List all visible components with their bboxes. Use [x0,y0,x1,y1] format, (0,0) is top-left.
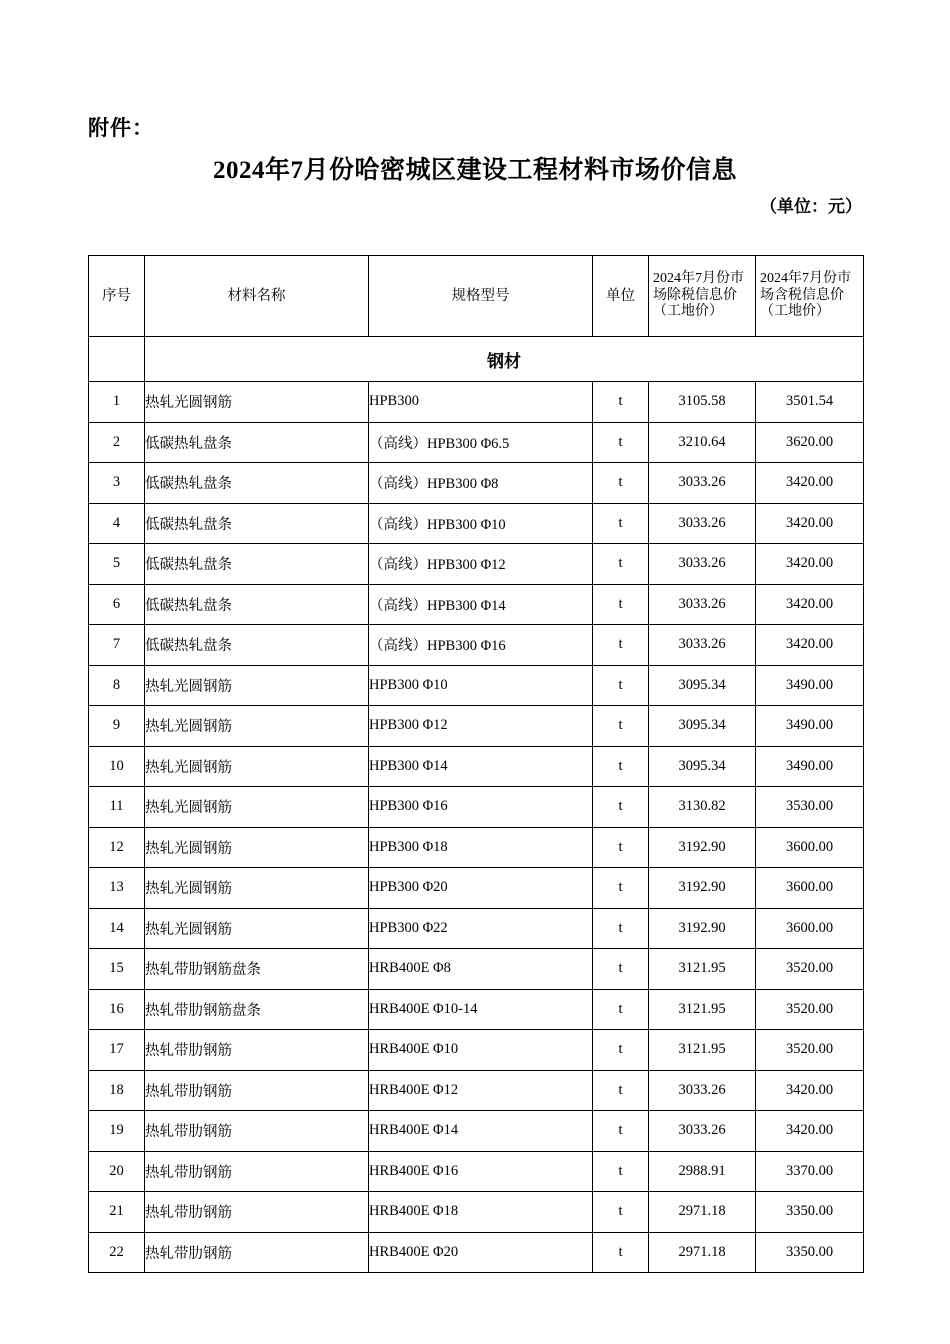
cell-spec: HRB400E Φ10 [369,1030,593,1071]
section-title: 钢材 [145,337,864,382]
cell-no: 17 [89,1030,145,1071]
cell-unit: t [593,989,649,1030]
cell-no: 18 [89,1070,145,1111]
table-row [89,706,864,747]
table-row [89,1030,864,1071]
cell-name: 热轧光圆钢筋 [145,827,369,868]
cell-name: 低碳热轧盘条 [145,584,369,625]
cell-unit: t [593,787,649,828]
cell-unit: t [593,949,649,990]
column-header-name: 材料名称 [145,256,369,337]
table-row [89,1111,864,1152]
cell-price-incl: 3420.00 [756,1070,864,1111]
cell-price-incl: 3600.00 [756,868,864,909]
cell-no: 22 [89,1232,145,1273]
cell-price-incl: 3420.00 [756,463,864,504]
cell-price-excl: 3033.26 [649,503,756,544]
cell-unit: t [593,706,649,747]
cell-name: 热轧带肋钢筋 [145,1111,369,1152]
cell-spec: HRB400E Φ16 [369,1151,593,1192]
cell-price-incl: 3490.00 [756,706,864,747]
cell-name: 热轧带肋钢筋盘条 [145,989,369,1030]
table-row [89,746,864,787]
column-header-no: 序号 [89,256,145,337]
cell-no: 16 [89,989,145,1030]
cell-unit: t [593,625,649,666]
cell-name: 热轧光圆钢筋 [145,706,369,747]
cell-price-incl: 3350.00 [756,1232,864,1273]
cell-price-excl: 3033.26 [649,1070,756,1111]
cell-name: 热轧带肋钢筋 [145,1232,369,1273]
cell-price-excl: 3033.26 [649,584,756,625]
cell-price-incl: 3420.00 [756,584,864,625]
column-header-unit: 单位 [593,256,649,337]
cell-price-excl: 3033.26 [649,544,756,585]
column-header-price-incl-tax: 2024年7月份市场含税信息价（工地价） [756,256,864,337]
attachment-label: 附件： [88,116,154,140]
cell-price-excl: 3121.95 [649,949,756,990]
cell-spec: HRB400E Φ18 [369,1192,593,1233]
cell-name: 低碳热轧盘条 [145,463,369,504]
cell-no: 20 [89,1151,145,1192]
column-header-price-excl-tax: 2024年7月份市场除税信息价（工地价） [649,256,756,337]
table-row [89,625,864,666]
cell-spec: HPB300 Φ16 [369,787,593,828]
cell-unit: t [593,665,649,706]
cell-price-excl: 3095.34 [649,746,756,787]
cell-unit: t [593,382,649,423]
cell-price-incl: 3520.00 [756,989,864,1030]
cell-price-excl: 3210.64 [649,422,756,463]
cell-name: 低碳热轧盘条 [145,544,369,585]
section-row-blank [89,337,145,382]
table-row [89,1151,864,1192]
cell-no: 5 [89,544,145,585]
column-header-spec: 规格型号 [369,256,593,337]
table-row [89,503,864,544]
cell-no: 9 [89,706,145,747]
cell-unit: t [593,746,649,787]
table-row [89,1192,864,1233]
cell-name: 热轧带肋钢筋 [145,1192,369,1233]
cell-spec: （高线）HPB300 Φ6.5 [369,422,593,463]
cell-spec: （高线）HPB300 Φ8 [369,463,593,504]
table-row [89,422,864,463]
table-body [89,337,864,1273]
cell-unit: t [593,422,649,463]
cell-name: 热轧光圆钢筋 [145,382,369,423]
cell-name: 热轧光圆钢筋 [145,665,369,706]
cell-name: 热轧光圆钢筋 [145,908,369,949]
cell-price-excl: 3095.34 [649,665,756,706]
cell-name: 低碳热轧盘条 [145,503,369,544]
cell-no: 6 [89,584,145,625]
cell-name: 低碳热轧盘条 [145,422,369,463]
cell-spec: HRB400E Φ10-14 [369,989,593,1030]
cell-price-incl: 3520.00 [756,949,864,990]
table-row [89,1232,864,1273]
cell-price-excl: 3033.26 [649,1111,756,1152]
cell-unit: t [593,1151,649,1192]
cell-price-excl: 3033.26 [649,625,756,666]
cell-price-excl: 2971.18 [649,1192,756,1233]
cell-unit: t [593,1111,649,1152]
cell-name: 热轧光圆钢筋 [145,868,369,909]
cell-price-excl: 3121.95 [649,989,756,1030]
cell-no: 8 [89,665,145,706]
table-row [89,584,864,625]
cell-unit: t [593,827,649,868]
cell-name: 热轧带肋钢筋 [145,1030,369,1071]
cell-unit: t [593,544,649,585]
cell-price-incl: 3490.00 [756,665,864,706]
cell-no: 7 [89,625,145,666]
cell-price-excl: 3033.26 [649,463,756,504]
cell-price-excl: 3095.34 [649,706,756,747]
cell-name: 热轧光圆钢筋 [145,787,369,828]
cell-no: 13 [89,868,145,909]
cell-no: 1 [89,382,145,423]
cell-spec: HRB400E Φ8 [369,949,593,990]
cell-name: 热轧带肋钢筋 [145,1151,369,1192]
table-row [89,908,864,949]
cell-no: 11 [89,787,145,828]
table-row [89,989,864,1030]
table-row [89,665,864,706]
material-price-table [88,255,864,1273]
table-header-row [89,256,864,337]
cell-spec: HPB300 Φ10 [369,665,593,706]
cell-unit: t [593,1232,649,1273]
cell-spec: HPB300 Φ12 [369,706,593,747]
cell-price-excl: 3192.90 [649,827,756,868]
cell-no: 4 [89,503,145,544]
cell-price-incl: 3420.00 [756,625,864,666]
cell-price-incl: 3420.00 [756,1111,864,1152]
table-row [89,544,864,585]
cell-spec: （高线）HPB300 Φ12 [369,544,593,585]
table-row [89,787,864,828]
cell-price-incl: 3600.00 [756,827,864,868]
cell-spec: HRB400E Φ20 [369,1232,593,1273]
cell-unit: t [593,503,649,544]
cell-unit: t [593,1070,649,1111]
cell-price-incl: 3420.00 [756,544,864,585]
cell-spec: HPB300 Φ22 [369,908,593,949]
section-row-steel [89,337,864,382]
cell-price-incl: 3490.00 [756,746,864,787]
cell-no: 14 [89,908,145,949]
cell-unit: t [593,463,649,504]
cell-price-excl: 3192.90 [649,868,756,909]
cell-spec: HRB400E Φ14 [369,1111,593,1152]
page-title: 2024年7月份哈密城区建设工程材料市场价信息 [212,157,737,184]
table-row [89,1070,864,1111]
cell-spec: （高线）HPB300 Φ16 [369,625,593,666]
cell-no: 3 [89,463,145,504]
cell-price-incl: 3501.54 [756,382,864,423]
cell-price-incl: 3530.00 [756,787,864,828]
cell-unit: t [593,584,649,625]
table-row [89,827,864,868]
cell-price-incl: 3600.00 [756,908,864,949]
cell-name: 热轧带肋钢筋 [145,1070,369,1111]
cell-unit: t [593,1192,649,1233]
cell-spec: HRB400E Φ12 [369,1070,593,1111]
cell-price-excl: 3121.95 [649,1030,756,1071]
cell-price-excl: 2988.91 [649,1151,756,1192]
cell-price-excl: 3192.90 [649,908,756,949]
cell-unit: t [593,868,649,909]
cell-no: 10 [89,746,145,787]
unit-note: （单位：元） [760,197,862,216]
cell-price-excl: 3130.82 [649,787,756,828]
cell-no: 2 [89,422,145,463]
cell-no: 19 [89,1111,145,1152]
cell-price-incl: 3370.00 [756,1151,864,1192]
cell-name: 低碳热轧盘条 [145,625,369,666]
cell-price-incl: 3620.00 [756,422,864,463]
cell-no: 15 [89,949,145,990]
cell-unit: t [593,908,649,949]
cell-no: 12 [89,827,145,868]
cell-name: 热轧光圆钢筋 [145,746,369,787]
cell-spec: （高线）HPB300 Φ10 [369,503,593,544]
table-row [89,868,864,909]
cell-price-incl: 3350.00 [756,1192,864,1233]
cell-spec: HPB300 Φ18 [369,827,593,868]
table-row [89,949,864,990]
cell-no: 21 [89,1192,145,1233]
table-row [89,382,864,423]
cell-price-incl: 3420.00 [756,503,864,544]
table-row [89,463,864,504]
cell-spec: HPB300 [369,382,593,423]
cell-unit: t [593,1030,649,1071]
cell-price-excl: 3105.58 [649,382,756,423]
cell-spec: HPB300 Φ14 [369,746,593,787]
cell-spec: （高线）HPB300 Φ14 [369,584,593,625]
cell-price-excl: 2971.18 [649,1232,756,1273]
cell-price-incl: 3520.00 [756,1030,864,1071]
cell-spec: HPB300 Φ20 [369,868,593,909]
cell-name: 热轧带肋钢筋盘条 [145,949,369,990]
